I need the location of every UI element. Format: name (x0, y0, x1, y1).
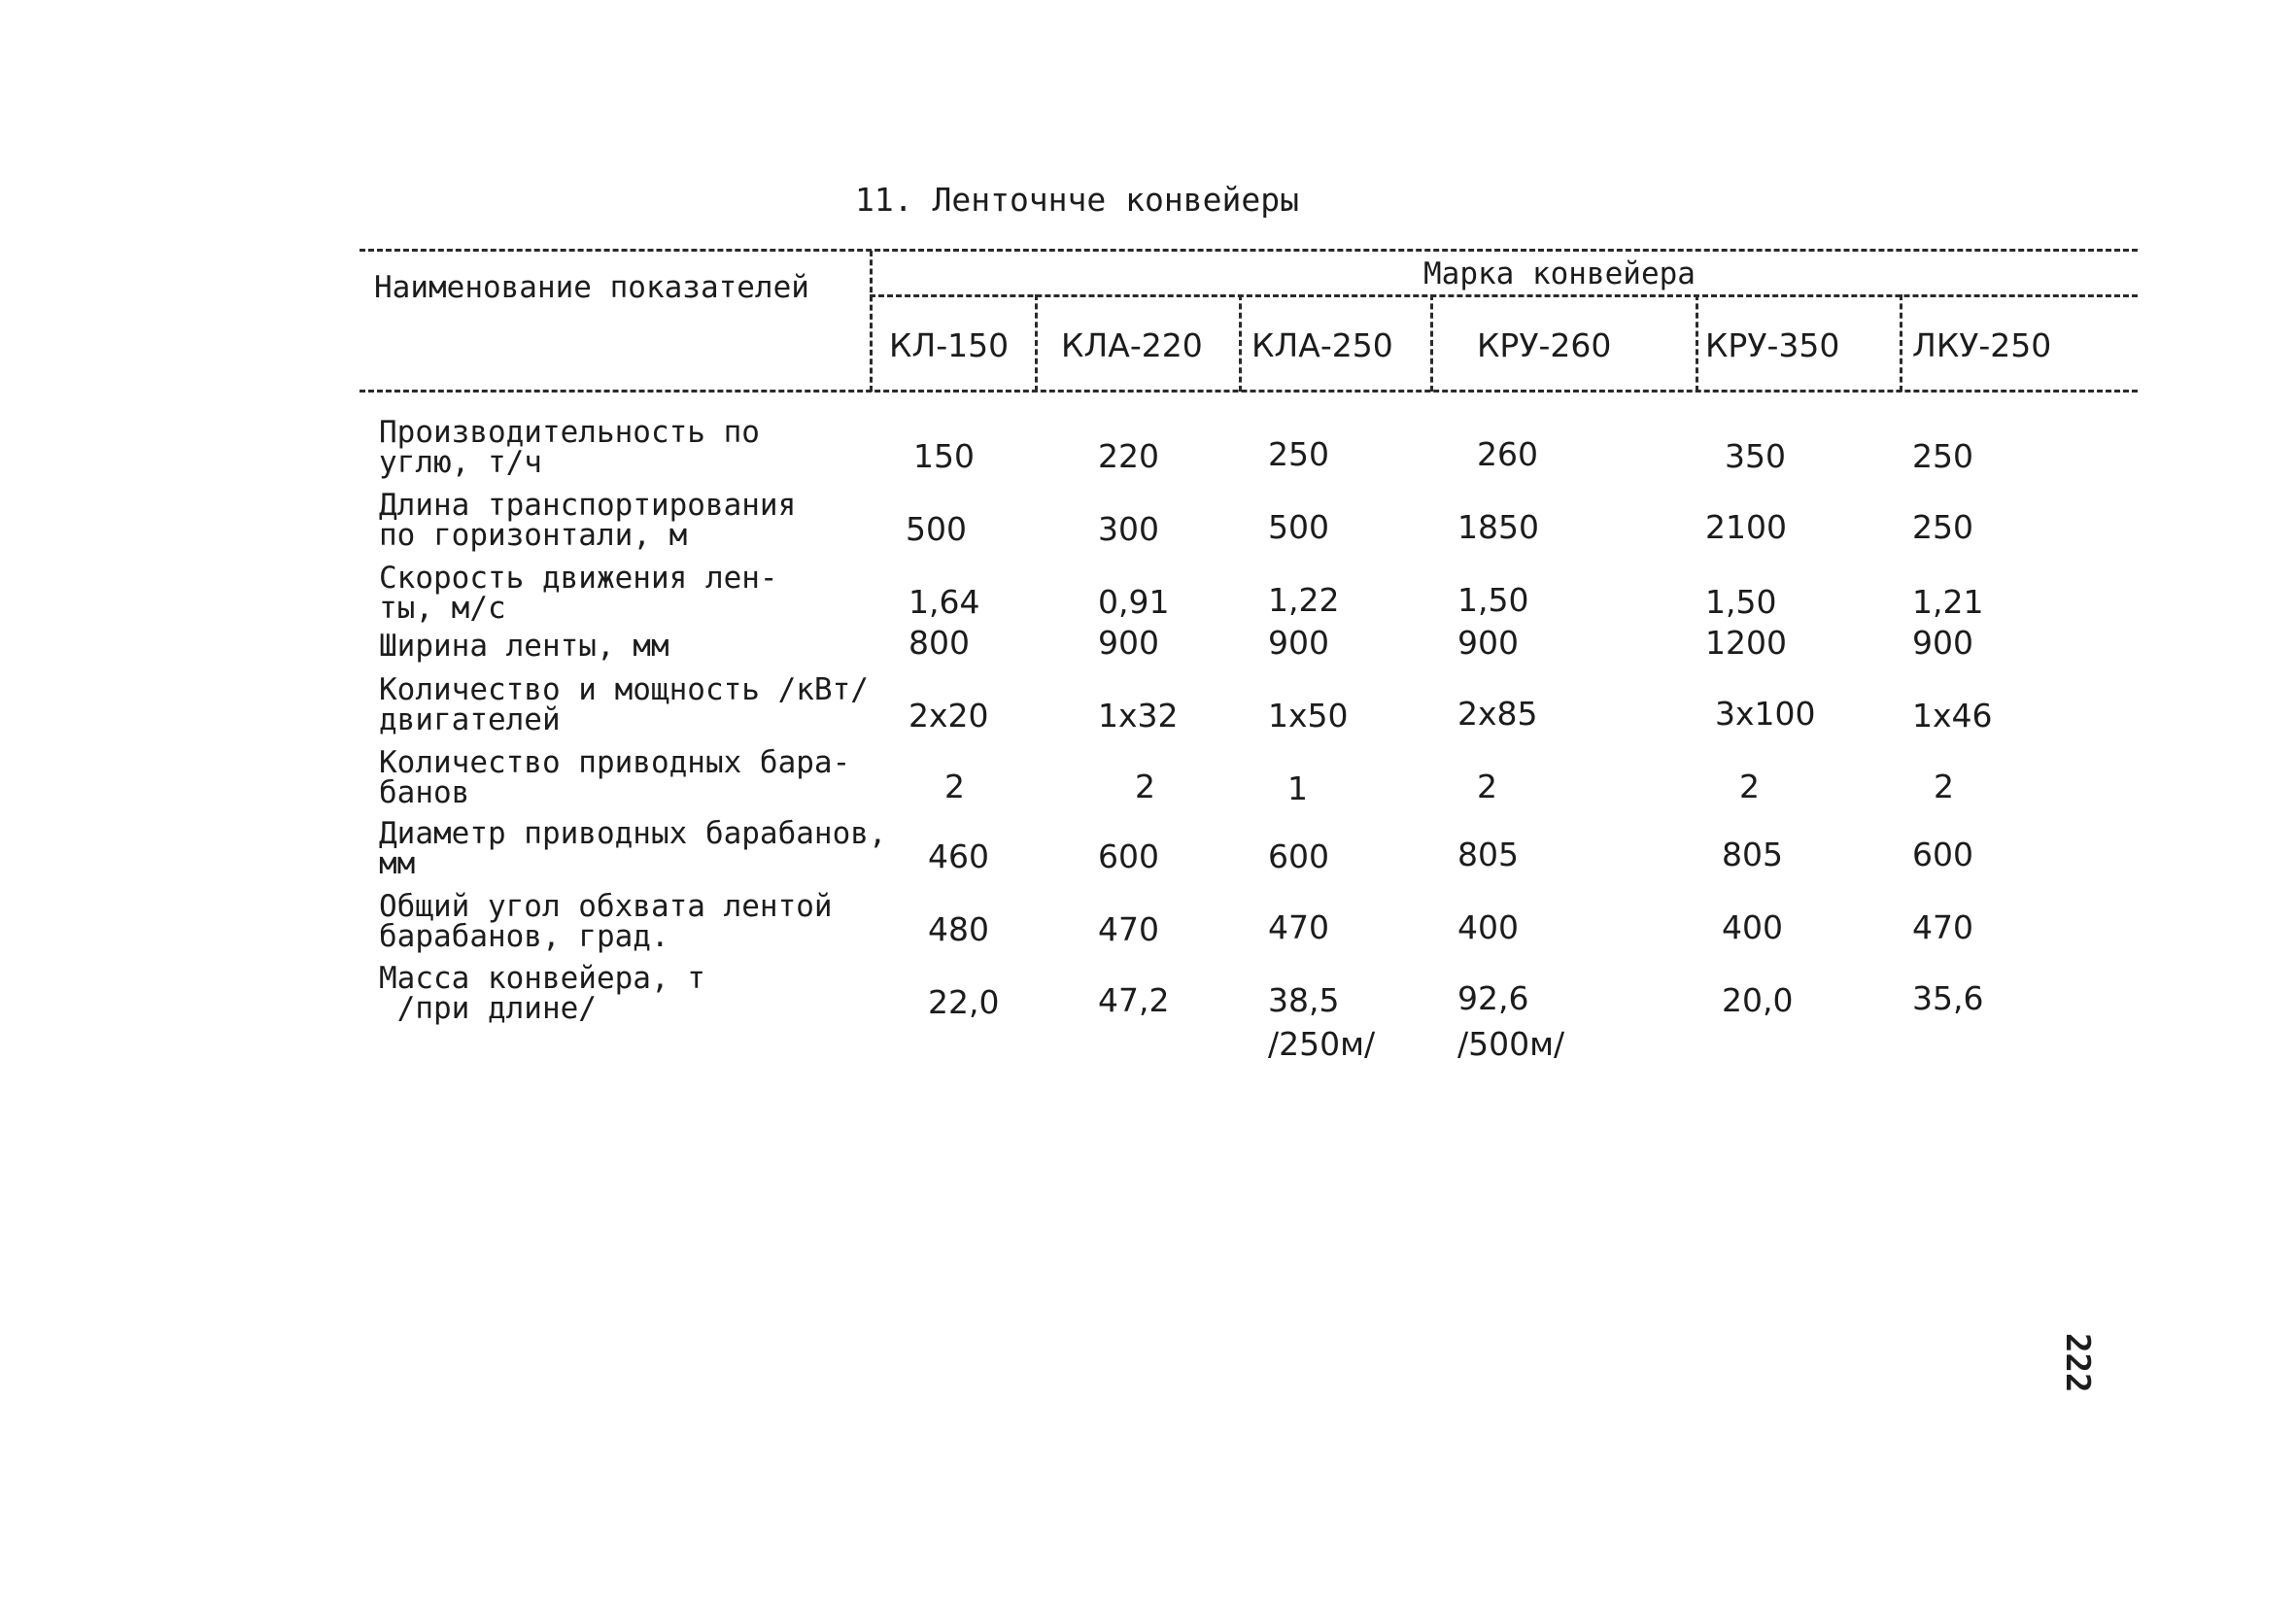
table-cell: 92,6 (1457, 979, 1529, 1017)
table-cell: 22,0 (928, 983, 1000, 1021)
table-cell: 1,22 (1268, 581, 1340, 619)
table-cell: 1х50 (1268, 697, 1349, 735)
header-bottom-rule (360, 390, 2138, 393)
table-cell: 150 (913, 437, 975, 475)
col-divider (1239, 294, 1242, 392)
table-cell: 1 (1287, 769, 1308, 807)
table-cell: 470 (1098, 910, 1159, 948)
table-cell: 460 (928, 837, 989, 875)
table-cell: 500 (906, 510, 967, 548)
table-cell: 900 (1912, 624, 1973, 662)
table-cell: 1200 (1705, 624, 1787, 662)
table-cell: 600 (1098, 837, 1159, 875)
table-cell: 35,6 (1912, 979, 1984, 1017)
brand-header: КРУ-350 (1705, 326, 1840, 364)
row-label: Масса конвейера, т /при длине/ (379, 961, 705, 1026)
table-cell: 2 (944, 768, 965, 805)
table-cell: 470 (1912, 908, 1973, 946)
table-cell: 2 (1135, 768, 1155, 805)
table-cell: 300 (1098, 510, 1159, 548)
col-divider (1430, 294, 1433, 392)
header-top-rule (360, 249, 2138, 252)
table-cell: 1,50 (1457, 581, 1529, 619)
table-cell: 805 (1722, 836, 1783, 873)
col-divider (1035, 294, 1038, 392)
table-cell: 805 (1457, 836, 1519, 873)
table-cell: 47,2 (1098, 981, 1170, 1019)
table-cell: 470 (1268, 908, 1329, 946)
table-cell: 2 (1739, 768, 1760, 805)
table-cell: 38,5 (1268, 981, 1340, 1019)
table-cell: 800 (908, 624, 970, 662)
row-label: Ширина ленты, мм (379, 629, 669, 664)
row-label: Количество и мощность /кВт/ двигателей (379, 672, 869, 737)
table-cell: 250 (1912, 508, 1973, 546)
brand-header: ЛКУ-250 (1912, 326, 2052, 364)
table-cell: 20,0 (1722, 981, 1794, 1019)
table-cell-note: /250м/ (1268, 1025, 1376, 1063)
table-cell: 2х85 (1457, 695, 1538, 733)
brand-header: КЛА-250 (1251, 326, 1393, 364)
table-cell: 1850 (1457, 508, 1539, 546)
table-cell: 600 (1268, 837, 1329, 875)
table-cell: 260 (1477, 435, 1538, 473)
brand-group-header: Марка конвейера (1423, 256, 1696, 291)
table-cell: 250 (1912, 437, 1973, 475)
row-label: Скорость движения лен- ты, м/с (379, 561, 778, 626)
table-cell: 1,21 (1912, 583, 1984, 621)
table-cell: 900 (1098, 624, 1159, 662)
table-cell: 1х32 (1098, 697, 1179, 735)
header-divider (870, 251, 873, 392)
table-cell: 350 (1725, 437, 1786, 475)
table-cell: 900 (1457, 624, 1519, 662)
row-label: Общий угол обхвата лентой барабанов, град. (379, 889, 833, 954)
brand-header: КЛ-150 (889, 326, 1010, 364)
page-number: 222 (2058, 1333, 2097, 1393)
table-cell: 600 (1912, 836, 1973, 873)
col-divider (1696, 294, 1698, 392)
row-label: Диаметр приводных барабанов, мм (379, 816, 887, 881)
table-cell: 900 (1268, 624, 1329, 662)
table-cell: 1,50 (1705, 583, 1777, 621)
table-cell: 400 (1457, 908, 1519, 946)
table-cell: 0,91 (1098, 583, 1170, 621)
table-cell: 2100 (1705, 508, 1787, 546)
table-cell: 1,64 (908, 583, 980, 621)
brand-header: КЛА-220 (1061, 326, 1203, 364)
brand-header: КРУ-260 (1477, 326, 1612, 364)
row-label: Длина транспортирования по горизонтали, м (379, 488, 797, 553)
table-cell: 2 (1477, 768, 1497, 805)
row-label: Производительность по углю, т/ч (379, 415, 760, 480)
table-cell: 3х100 (1715, 695, 1816, 733)
table-cell: 1х46 (1912, 697, 1993, 735)
row-label: Количество приводных бара- банов (379, 745, 851, 810)
table-cell: 2х20 (908, 697, 989, 735)
table-title: 11. Ленточнче конвейеры (855, 181, 1299, 219)
indicator-header: Наименование показателей (374, 270, 809, 305)
table-cell: 480 (928, 910, 989, 948)
brand-group-rule (870, 294, 2138, 297)
table-cell: 250 (1268, 435, 1329, 473)
table-cell: 500 (1268, 508, 1329, 546)
col-divider (1900, 294, 1902, 392)
table-cell-note: /500м/ (1457, 1025, 1565, 1063)
table-cell: 220 (1098, 437, 1159, 475)
table-cell: 400 (1722, 908, 1783, 946)
table-cell: 2 (1934, 768, 1954, 805)
